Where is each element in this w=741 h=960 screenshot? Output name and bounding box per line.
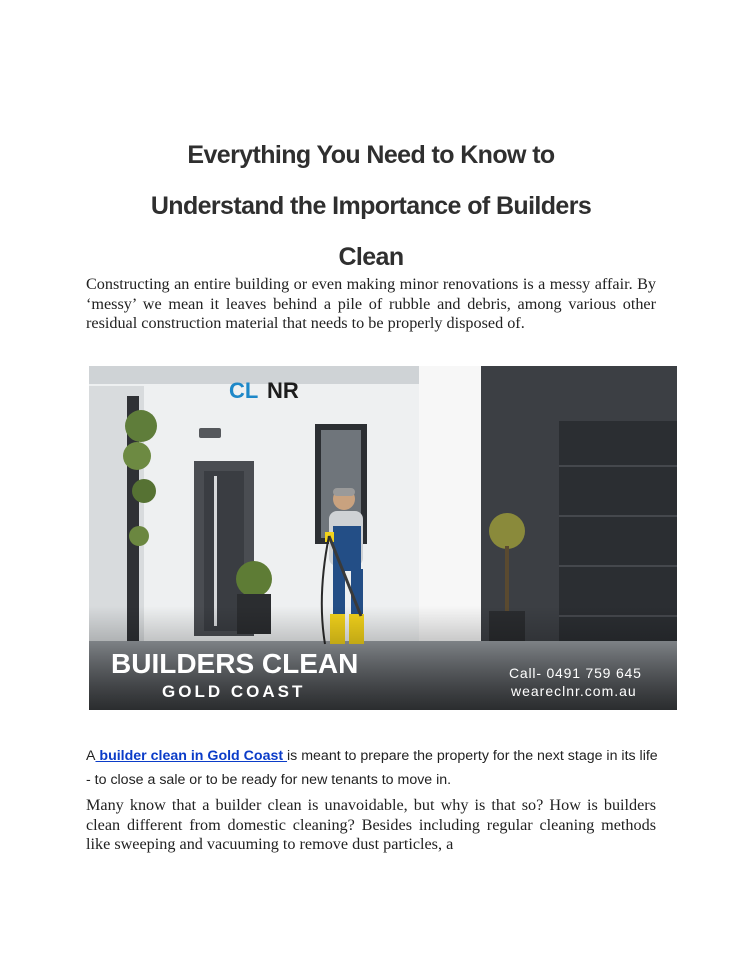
builder-clean-paragraph xyxy=(86,744,661,792)
banner-subtitle: GOLD COAST xyxy=(162,682,306,701)
builder-clean-link[interactable]: builder clean in Gold Coast xyxy=(95,748,288,764)
hero-image xyxy=(89,366,677,710)
page-title xyxy=(86,130,656,283)
title-line-3: Clean xyxy=(338,243,404,271)
paragraph-prefix: A xyxy=(86,748,96,764)
logo-left-text: CL xyxy=(229,378,259,403)
banner-phone: Call- 0491 759 645 xyxy=(509,665,642,681)
banner-title: BUILDERS CLEAN xyxy=(111,648,359,679)
logo-right-text: NR xyxy=(267,378,299,403)
banner-website: weareclnr.com.au xyxy=(511,683,637,699)
why-paragraph: Many know that a builder clean is unavoidable, but why is that so? How is builders clean different from domestic cleaning? Besides including regular cleaning methods like sweeping and vacuuming to remove dust particles, a xyxy=(86,796,656,854)
paragraph-suffix: is meant to prepare the property for the next stage in its life - to close a sale or to be ready for new tenants to move in. xyxy=(86,748,658,788)
intro-paragraph: Constructing an entire building or even making minor renovations is a messy affair. By ‘messy’ we mean it leaves behind a pile of rubble and debris, among various other residual construction material that needs to be properly disposed of. xyxy=(86,275,656,333)
title-line-2: Understand the Importance of Builders xyxy=(150,192,592,220)
title-line-1: Everything You Need to Know to xyxy=(187,141,555,169)
